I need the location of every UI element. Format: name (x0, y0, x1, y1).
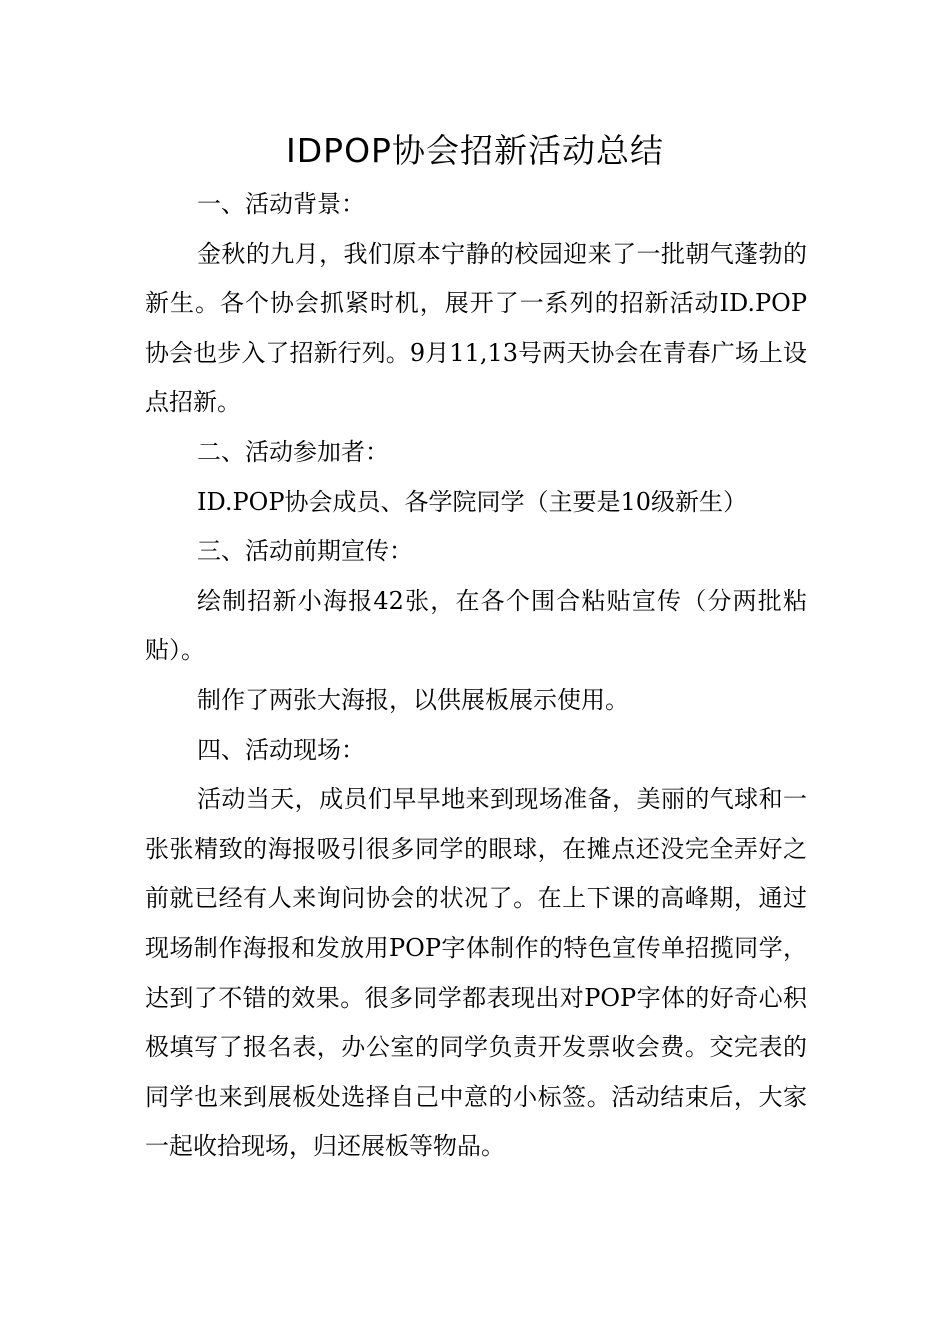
paragraph-participants: ID.POP协会成员、各学院同学（主要是10级新生） (197, 487, 748, 516)
paragraph-promotion-posters: 绘制招新小海报42张，在各个围合粘贴宣传（分两批粘贴）。 (145, 586, 807, 665)
section-heading-promotion: 三、活动前期宣传： (197, 537, 413, 566)
section-heading-background: 一、活动背景： (197, 190, 365, 218)
paragraph-background: 金秋的九月，我们原本宁静的校园迎来了一批朝气蓬勃的新生。各个协会抓紧时机，展开了一系列的招新活动ID.POP协会也步入了招新行列。9月11,13号两天协会在青春广场上设点招新。 (145, 239, 807, 417)
section-heading-onsite: 四、活动现场： (197, 735, 365, 764)
document-body (145, 180, 807, 1172)
section-heading-participants: 二、活动参加者： (197, 437, 389, 466)
paragraph-onsite: 活动当天，成员们早早地来到现场准备，美丽的气球和一张张精致的海报吸引很多同学的眼球，在摊点还没完全弄好之前就已经有人来询问协会的状况了。在上下课的高峰期，通过现场制作海报和发放用POP字体制作的特色宣传单招揽同学，达到了不错的效果。很多同学都表现出对POP字体的好奇心积极填写了报名表，办公室的同学负责开发票收会费。交完表的同学也来到展板处选择自己中意的小标签。活动结束后，大家一起收拾现场，归还展板等物品。 (145, 785, 807, 1161)
document-title: IDPOP协会招新活动总结 (286, 131, 664, 170)
paragraph-promotion-large-posters: 制作了两张大海报，以供展板展示使用。 (197, 685, 629, 714)
